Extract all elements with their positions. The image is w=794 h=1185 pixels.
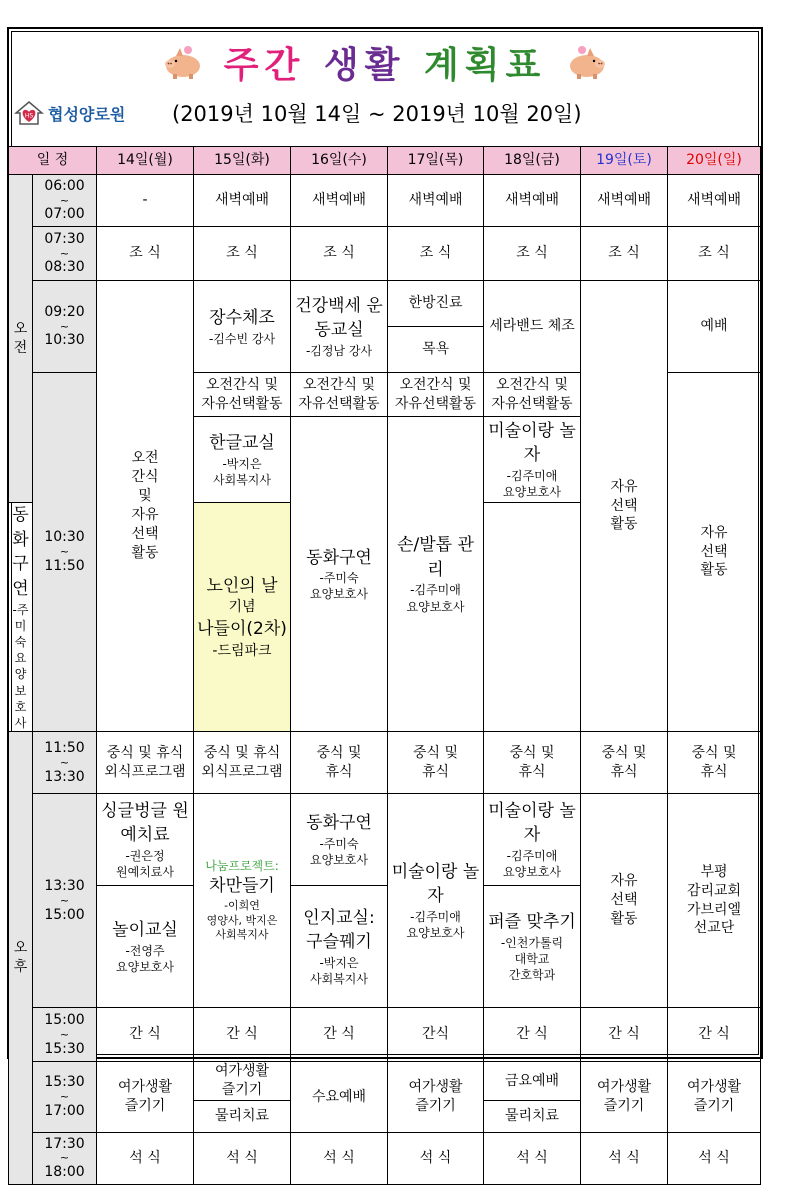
schedule-cell: 조 식 [581, 227, 668, 281]
title-part-3: 계획표 [423, 44, 547, 86]
schedule-cell: 새벽예배 [291, 175, 388, 227]
schedule-cell: 오전간식 및 자유선택활동 [291, 373, 388, 417]
schedule-cell: 목욕 [388, 327, 484, 373]
schedule-cell: 중식 및 휴식 외식프로그램 [97, 732, 194, 794]
schedule-cell: 장수체조 -김수빈 강사 [194, 281, 291, 373]
schedule-cell: 싱글벙글 원예치료 -권은정 원예치료사 [97, 794, 194, 886]
table-row [9, 1062, 761, 1101]
schedule-cell: 미술이랑 놀자 -김주미애 요양보호사 [484, 794, 581, 886]
schedule-cell: 수요예배 [291, 1062, 388, 1133]
table-row [9, 227, 761, 281]
day-header: 16일(수) [291, 147, 388, 175]
schedule-cell: 석 식 [97, 1132, 194, 1184]
schedule-cell: 여가생활 즐기기 [388, 1062, 484, 1133]
time-slot: 06:00 ~ 07:00 [33, 175, 97, 227]
house-heart-icon [14, 100, 44, 126]
schedule-cell: 퍼즐 맞추기 -인천가톨릭 대학교 간호학과 [484, 886, 581, 1008]
schedule-cell: 오전간식 및 자유선택활동 [388, 373, 484, 417]
day-header: 17일(목) [388, 147, 484, 175]
org-name: 협성양로원 [48, 104, 126, 124]
schedule-cell: 조 식 [291, 227, 388, 281]
day-header-saturday: 19일(토) [581, 147, 668, 175]
table-row [9, 1132, 761, 1184]
time-slot: 09:20 ~ 10:30 [33, 281, 97, 373]
title-row [0, 40, 770, 84]
schedule-cell: 인지교실: 구슬꿰기 -박지은 사회복지사 [291, 886, 388, 1008]
schedule-cell: 간 식 [581, 1008, 668, 1062]
schedule-cell: 중식 및 휴식 외식프로그램 [194, 732, 291, 794]
schedule-cell: 간식 [388, 1008, 484, 1062]
schedule-cell: 중식 및 휴식 [388, 732, 484, 794]
schedule-cell: 간 식 [484, 1008, 581, 1062]
schedule-cell: 미술이랑 놀자 -김주미애 요양보호사 [484, 417, 581, 503]
schedule-cell: 새벽예배 [388, 175, 484, 227]
title-part-1: 주간 [223, 44, 306, 86]
time-slot: 10:30 ~ 11:50 [33, 373, 97, 732]
schedule-cell: 간 식 [194, 1008, 291, 1062]
schedule-cell: 새벽예배 [668, 175, 761, 227]
schedule-cell: 예배 [668, 281, 761, 373]
schedule-cell: 동화구연 -주미숙 요양보호사 [9, 503, 33, 732]
schedule-cell: 물리치료 [484, 1100, 581, 1132]
schedule-cell: 간 식 [668, 1008, 761, 1062]
schedule-cell: 조 식 [388, 227, 484, 281]
date-range: (2019년 10월 14일 ~ 2019년 10월 20일) [172, 102, 582, 126]
schedule-cell: - [97, 175, 194, 227]
time-slot: 07:30 ~ 08:30 [33, 227, 97, 281]
schedule-cell: 오전간식 및 자유선택활동 [194, 373, 291, 417]
schedule-cell: 석 식 [194, 1132, 291, 1184]
schedule-cell: 조 식 [484, 227, 581, 281]
schedule-cell: 동화구연 -주미숙 요양보호사 [291, 417, 388, 732]
day-header: 15일(화) [194, 147, 291, 175]
day-header-sunday: 20일(일) [668, 147, 761, 175]
morning-label: 오 전 [9, 175, 33, 503]
schedule-cell: 새벽예배 [484, 175, 581, 227]
schedule-cell: 한방진료 [388, 281, 484, 327]
schedule-cell: 조 식 [97, 227, 194, 281]
schedule-cell: 여가생활 즐기기 [581, 1062, 668, 1133]
schedule-cell: 자유 선택 활동 [581, 794, 668, 1008]
schedule-cell: 동화구연 -주미숙 요양보호사 [291, 794, 388, 886]
schedule-cell: 석 식 [291, 1132, 388, 1184]
schedule-cell: 간 식 [291, 1008, 388, 1062]
svg-text:HS: HS [24, 112, 34, 120]
schedule-cell-highlight: 노인의 날 기념 나들이(2차) -드림파크 [194, 503, 291, 732]
schedule-cell: 석 식 [581, 1132, 668, 1184]
schedule-cell: 새벽예배 [194, 175, 291, 227]
schedule-cell: 새벽예배 [581, 175, 668, 227]
schedule-label: 일 정 [9, 147, 97, 175]
schedule-cell: 놀이교실 -전영주 요양보호사 [97, 886, 194, 1008]
page-title [224, 37, 547, 88]
time-slot: 15:00 ~ 15:30 [33, 1008, 97, 1062]
schedule-cell: 조 식 [668, 227, 761, 281]
day-header: 18일(금) [484, 147, 581, 175]
schedule-cell: 석 식 [668, 1132, 761, 1184]
schedule-cell: 중식 및 휴식 [581, 732, 668, 794]
table-row [9, 794, 761, 886]
afternoon-label: 오 후 [9, 732, 33, 1185]
table-row [9, 1008, 761, 1062]
day-header: 14일(월) [97, 147, 194, 175]
time-slot: 13:30 ~ 15:00 [33, 794, 97, 1008]
time-slot: 17:30 ~ 18:00 [33, 1132, 97, 1184]
schedule-cell: 간 식 [97, 1008, 194, 1062]
header-row [9, 147, 761, 175]
schedule-cell: 자유 선택 활동 [668, 373, 761, 732]
schedule-cell: 중식 및 휴식 [291, 732, 388, 794]
schedule-cell: 세라밴드 체조 [484, 281, 581, 373]
schedule-cell: 여가생활 즐기기 [97, 1062, 194, 1133]
title-part-2: 생활 [323, 44, 406, 86]
schedule-cell: 석 식 [388, 1132, 484, 1184]
table-row [9, 732, 761, 794]
weekly-schedule-table [8, 146, 761, 1185]
pig-icon [564, 44, 612, 80]
schedule-cell: 금요예배 [484, 1062, 581, 1101]
schedule-cell: 한글교실 -박지은 사회복지사 [194, 417, 291, 503]
schedule-cell: 나눔프로젝트: 차만들기 -이희연 영양사, 박지은 사회복지사 [194, 794, 291, 1008]
schedule-cell: 손/발톱 관리 -김주미애 요양보호사 [388, 417, 484, 732]
schedule-cell: 조 식 [194, 227, 291, 281]
schedule-cell: 오전간식 및 자유선택활동 [484, 373, 581, 417]
schedule-cell: 물리치료 [194, 1100, 291, 1132]
schedule-cell: 중식 및 휴식 [484, 732, 581, 794]
schedule-cell: 자유 선택 활동 [581, 281, 668, 732]
schedule-cell: 오전 간식 및 자유 선택 활동 [97, 281, 194, 732]
schedule-cell: 중식 및 휴식 [668, 732, 761, 794]
schedule-cell: 건강백세 운동교실 -김정남 강사 [291, 281, 388, 373]
time-slot: 15:30 ~ 17:00 [33, 1062, 97, 1133]
pig-icon [158, 44, 206, 80]
schedule-cell: 석 식 [484, 1132, 581, 1184]
org-logo [14, 100, 125, 126]
table-row [9, 175, 761, 227]
table-row [9, 281, 761, 327]
schedule-cell: 부평 감리교회 가브리엘 선교단 [668, 794, 761, 1008]
schedule-cell: 미술이랑 놀자 -김주미애 요양보호사 [388, 794, 484, 1008]
schedule-cell: 여가생활 즐기기 [194, 1062, 291, 1101]
schedule-cell: 여가생활 즐기기 [668, 1062, 761, 1133]
time-slot: 11:50 ~ 13:30 [33, 732, 97, 794]
